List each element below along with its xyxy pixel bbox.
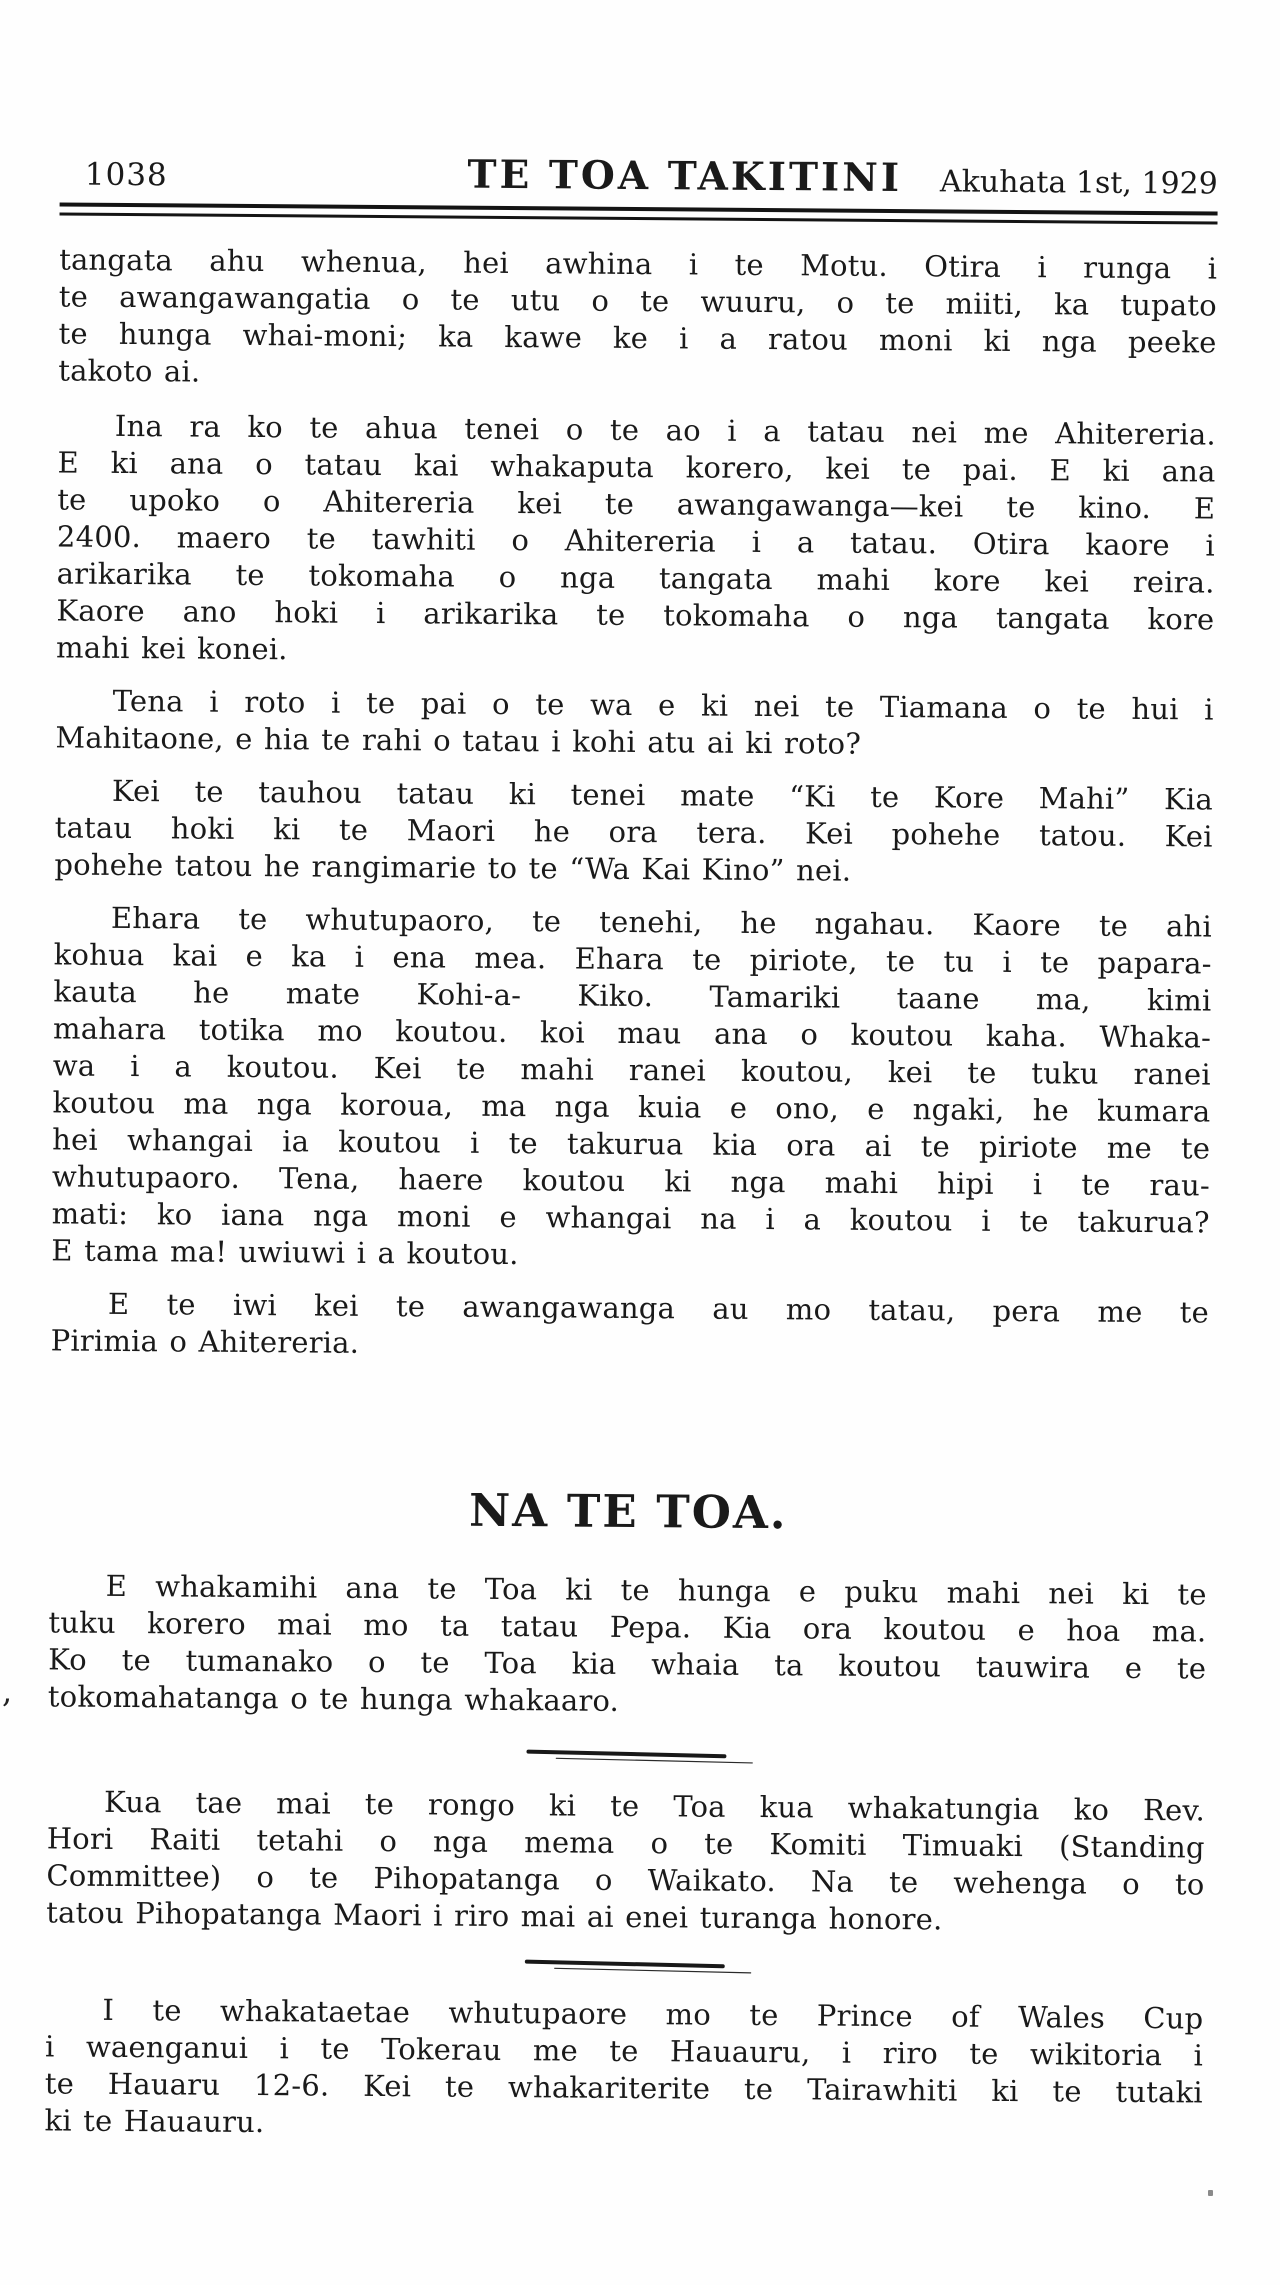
text-line: I te whakataetae whutupaore mo te Prince of Wales Cup — [102, 1992, 1204, 2036]
text-line: E ki ana o tatau kai whakaputa korero, kei te pai. E ki ana — [57, 445, 1216, 489]
stray-ink-mark: , — [2, 1672, 13, 1710]
text-line: wa i a koutou. Kei te mahi ranei koutou, kei te tuku ranei — [52, 1048, 1211, 1092]
text-line: Ko te tumanako o te Toa kia whaia ta koutou tauwira e te — [48, 1642, 1207, 1686]
paragraph-2 — [56, 407, 1216, 675]
text-line: Ina ra ko te ahua tenei o te ao i a tatau nei me Ahitereria. — [114, 408, 1216, 452]
text-line: Kaore ano hoki i arikarika te tokomaha o nga tangata kore — [56, 593, 1215, 637]
text-line: kauta he mate Kohi-a- Kiko. Tamariki taane ma, kimi — [53, 974, 1212, 1018]
text-line: mati: ko iana nga moni e whangai na i a koutou i te takurua? — [51, 1196, 1210, 1240]
text-line: ki te Hauauru. — [44, 2103, 265, 2140]
text-line: Committee) o te Pihopatanga o Waikato. Na te wehenga o to — [46, 1858, 1205, 1902]
text-line: mahara totika mo koutou. koi mau ana o koutou kaha. Whaka- — [52, 1011, 1212, 1055]
section-heading: NA TE TOA. — [468, 1483, 788, 1540]
paragraph-4 — [54, 772, 1213, 892]
paragraph-6 — [51, 1285, 1210, 1368]
text-line: hei whangai ia koutou i te takurua kia ora ai te piriote me te — [52, 1122, 1211, 1166]
text-line: te awangawangatia o te utu o te wuuru, o te miiti, ka tupato — [58, 279, 1217, 323]
text-line: arikarika te tokomaha o nga tangata mahi kore kei reira. — [56, 556, 1215, 600]
text-line: E tama ma! uwiuwi i a koutou. — [51, 1233, 519, 1272]
item-divider-rule — [526, 1750, 726, 1759]
item-divider-rule — [525, 1960, 725, 1969]
text-line: te hunga whai-moni; ka kawe ke i a ratou moni ki nga peeke — [58, 316, 1217, 360]
text-line: E whakamihi ana te Toa ki te hunga e puku mahi nei ki te — [105, 1568, 1207, 1612]
paragraph-5 — [51, 899, 1212, 1278]
news-item-1 — [46, 1783, 1205, 1940]
text-line: 2400. maero te tawhiti o Ahitereria i a tatau. Otira kaore i — [56, 519, 1216, 563]
text-line: Kei te tauhou tatau ki tenei mate “Ki te Kore Mahi” Kia — [111, 773, 1214, 817]
text-line: Mahitaone, e hia te rahi o tatau i kohi atu ai ki roto? — [55, 720, 862, 761]
news-item-2 — [44, 1991, 1203, 2148]
paragraph-continuation — [58, 241, 1217, 398]
text-line: Tena i roto i te pai o te wa e ki nei te Tiamana o te hui i — [112, 683, 1214, 727]
text-line: whutupaoro. Tena, haere koutou ki nga mahi hipi i te rau- — [51, 1159, 1211, 1203]
section-paragraph-1 — [48, 1567, 1207, 1724]
text-line: tatou Pihopatanga Maori i riro mai ai enei turanga honore. — [46, 1895, 943, 1937]
page-content — [44, 151, 1218, 2148]
text-line: Pirimia o Ahitereria. — [50, 1323, 360, 1360]
masthead — [60, 151, 1218, 204]
text-line: koutou ma nga koroua, ma nga kuia e ono, e ngaki, he kumara — [52, 1085, 1211, 1129]
issue-date: Akuhata 1st, 1929 — [939, 164, 1218, 202]
text-line: Ehara te whutupaoro, te tenehi, he ngahau. Kaore te ahi — [110, 900, 1213, 944]
text-line: tuku korero mai mo ta tatau Pepa. Kia ora koutou e hoa ma. — [48, 1605, 1207, 1649]
text-line: tokomahatanga o te hunga whakaaro. — [47, 1679, 620, 1718]
paragraph-3 — [55, 682, 1214, 765]
text-line: te upoko o Ahitereria kei te awangawanga—kei te kino. E — [57, 482, 1216, 526]
text-line: Hori Raiti tetahi o nga mema o te Komiti Timuaki (Standing — [46, 1821, 1205, 1865]
text-line: tatau hoki ki te Maori he ora tera. Kei pohehe tatou. Kei — [54, 810, 1213, 854]
scan-speck — [1208, 2190, 1213, 2196]
text-line: tangata ahu whenua, hei awhina i te Motu. Otira i runga i — [59, 242, 1218, 286]
text-line: te Hauaru 12-6. Kei te whakariterite te Tairawhiti ki te tutaki — [44, 2066, 1203, 2110]
masthead-rule-bottom — [60, 212, 1218, 224]
text-line: E te iwi kei te awangawanga au mo tatau, pera me te — [107, 1286, 1210, 1330]
page-number: 1038 — [84, 156, 168, 194]
journal-title: TE TOA TAKITINI — [467, 151, 903, 202]
text-line: takoto ai. — [58, 353, 201, 389]
text-line: i waenganui i te Tokerau me te Hauauru, i riro te wikitoria i — [45, 2029, 1204, 2073]
text-line: mahi kei konei. — [55, 630, 288, 667]
text-line: pohehe tatou he rangimarie to te “Wa Kai Kino” nei. — [54, 847, 852, 888]
text-line: Kua tae mai te rongo ki te Toa kua whakatungia ko Rev. — [103, 1784, 1206, 1828]
text-line: kohua kai e ka i ena mea. Ehara te piriote, te tu i te papara- — [53, 937, 1212, 981]
